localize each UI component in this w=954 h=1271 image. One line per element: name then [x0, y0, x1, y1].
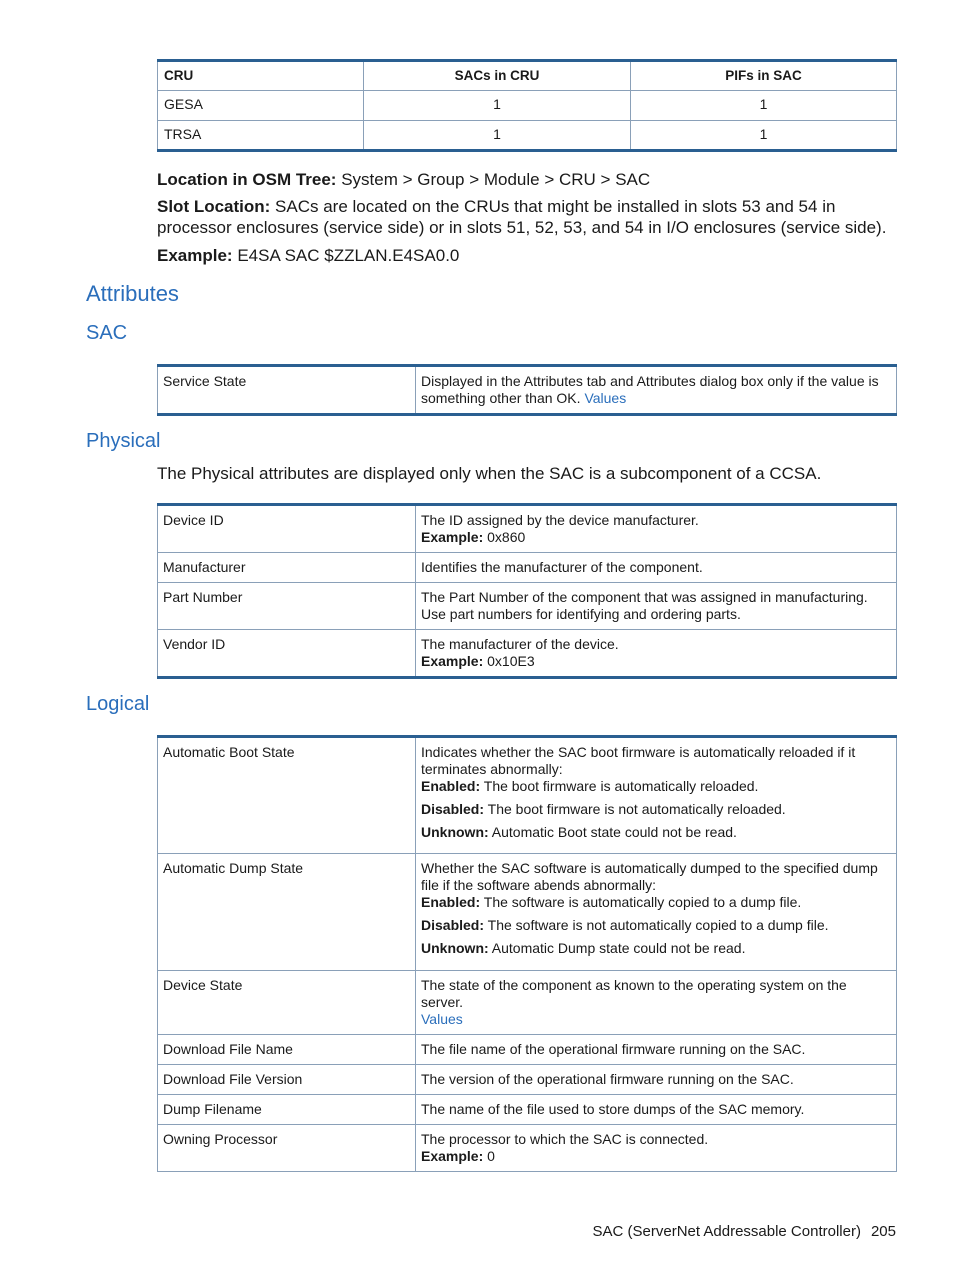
attr-desc: [416, 971, 897, 1035]
cell-pifs: 1: [631, 121, 897, 151]
attr-desc-text: The ID assigned by the device manufacturer.: [421, 512, 699, 528]
attr-desc: [416, 366, 897, 415]
attr-enabled: [421, 778, 891, 795]
attr-desc-text: Indicates whether the SAC boot firmware is automatically reloaded if it terminates abnormally:: [421, 744, 856, 777]
cell-cru: GESA: [158, 91, 364, 121]
physical-intro: The Physical attributes are displayed only when the SAC is a subcomponent of a CCSA.: [157, 464, 822, 483]
table-row: [158, 121, 897, 151]
disabled-label: Disabled:: [421, 801, 485, 817]
example-value: E4SA SAC $ZZLAN.E4SA0.0: [232, 246, 460, 265]
enabled-value: The software is automatically copied to a dump file.: [480, 894, 802, 910]
cru-table-header-row: [158, 61, 897, 91]
attr-disabled: [421, 801, 891, 818]
unknown-label: Unknown:: [421, 940, 489, 956]
attr-desc: [416, 630, 897, 678]
attr-unknown: [421, 824, 891, 841]
attr-desc: [416, 737, 897, 854]
osm-label: Location in OSM Tree:: [157, 170, 337, 189]
attr-disabled: [421, 917, 891, 934]
attr-desc-text: The manufacturer of the device.: [421, 636, 619, 652]
table-row: [158, 1125, 897, 1172]
slot-location: [157, 196, 902, 238]
attr-desc: [416, 505, 897, 553]
table-row: [158, 91, 897, 121]
example-value: 0x10E3: [483, 653, 535, 669]
enabled-label: Enabled:: [421, 894, 481, 910]
attr-desc: The version of the operational firmware running on the SAC.: [416, 1065, 897, 1095]
attr-name: Download File Name: [158, 1035, 416, 1065]
attr-name: Automatic Boot State: [158, 737, 416, 854]
cell-pifs: 1: [631, 91, 897, 121]
page-footer: [593, 1223, 896, 1240]
disabled-label: Disabled:: [421, 917, 485, 933]
attr-desc-text: The state of the component as known to the operating system on the server.: [421, 977, 847, 1010]
cell-sacs: 1: [364, 91, 631, 121]
page-number: 205: [870, 1223, 896, 1240]
header-sacs-in-cru: SACs in CRU: [364, 61, 631, 91]
attr-name: Device ID: [158, 505, 416, 553]
attr-unknown: [421, 940, 891, 957]
enabled-label: Enabled:: [421, 778, 481, 794]
disabled-value: The boot firmware is not automatically reloaded.: [484, 801, 786, 817]
attr-desc: [416, 854, 897, 971]
attr-name: Manufacturer: [158, 553, 416, 583]
attr-name: Download File Version: [158, 1065, 416, 1095]
heading-logical: Logical: [86, 693, 150, 715]
attr-name: Dump Filename: [158, 1095, 416, 1125]
attr-enabled: [421, 894, 891, 911]
header-cru: CRU: [158, 61, 364, 91]
table-row: [158, 737, 897, 854]
osm-value: System > Group > Module > CRU > SAC: [336, 170, 651, 189]
attr-desc: [416, 1125, 897, 1172]
slot-value: SACs are located on the CRUs that might be installed in slots 53 and 54 in processor enclosures (service side) or in slots 51, 52, 53, and 54 in I/O enclosures (service side).: [157, 197, 887, 237]
attr-name: Owning Processor: [158, 1125, 416, 1172]
unknown-label: Unknown:: [421, 824, 489, 840]
attr-desc: The name of the file used to store dumps of the SAC memory.: [416, 1095, 897, 1125]
enabled-value: The boot firmware is automatically reloaded.: [480, 778, 759, 794]
table-row: [158, 366, 897, 415]
header-pifs-in-sac: PIFs in SAC: [631, 61, 897, 91]
table-row: [158, 1095, 897, 1125]
table-row: [158, 854, 897, 971]
heading-physical: Physical: [86, 430, 161, 452]
attr-name: Device State: [158, 971, 416, 1035]
attr-example: [421, 529, 891, 546]
table-row: [158, 971, 897, 1035]
values-link[interactable]: Values: [584, 390, 627, 406]
example-label: Example:: [157, 246, 233, 265]
example-label: Example:: [421, 529, 484, 545]
attr-desc: Identifies the manufacturer of the component.: [416, 553, 897, 583]
example-value: 0x860: [483, 529, 526, 545]
table-row: [158, 553, 897, 583]
location-example: [157, 245, 902, 266]
table-row: [158, 1065, 897, 1095]
physical-attributes-table: [157, 503, 897, 679]
slot-label: Slot Location:: [157, 197, 271, 216]
heading-sac: SAC: [86, 322, 128, 344]
attr-name: Vendor ID: [158, 630, 416, 678]
example-label: Example:: [421, 1148, 484, 1164]
values-link[interactable]: Values: [421, 1011, 463, 1027]
cru-table: [157, 59, 897, 152]
table-row: [158, 1035, 897, 1065]
footer-title: SAC (ServerNet Addressable Controller): [592, 1223, 861, 1240]
table-row: [158, 583, 897, 630]
attr-name: Automatic Dump State: [158, 854, 416, 971]
cell-sacs: 1: [364, 121, 631, 151]
attr-desc-text: The processor to which the SAC is connected.: [421, 1131, 709, 1147]
example-value: 0: [483, 1148, 495, 1164]
attr-example: [421, 653, 891, 670]
cell-cru: TRSA: [158, 121, 364, 151]
example-label: Example:: [421, 653, 484, 669]
attr-example: [421, 1148, 891, 1165]
attr-desc-text: Whether the SAC software is automatically dumped to the specified dump file if the software abends abnormally:: [421, 860, 878, 893]
sac-attributes-table: [157, 364, 897, 416]
osm-location: [157, 169, 902, 190]
attr-desc-text: Displayed in the Attributes tab and Attributes dialog box only if the value is something other than OK.: [421, 373, 879, 406]
unknown-value: Automatic Boot state could not be read.: [488, 824, 737, 840]
unknown-value: Automatic Dump state could not be read.: [488, 940, 746, 956]
table-row: [158, 505, 897, 553]
disabled-value: The software is not automatically copied to a dump file.: [484, 917, 829, 933]
heading-attributes: Attributes: [86, 281, 179, 306]
logical-attributes-table: [157, 735, 897, 1172]
table-row: [158, 630, 897, 678]
attr-name: Part Number: [158, 583, 416, 630]
attr-name: Service State: [158, 366, 416, 415]
attr-desc: The Part Number of the component that was assigned in manufacturing. Use part numbers for identifying and ordering parts.: [416, 583, 897, 630]
attr-desc: The file name of the operational firmware running on the SAC.: [416, 1035, 897, 1065]
